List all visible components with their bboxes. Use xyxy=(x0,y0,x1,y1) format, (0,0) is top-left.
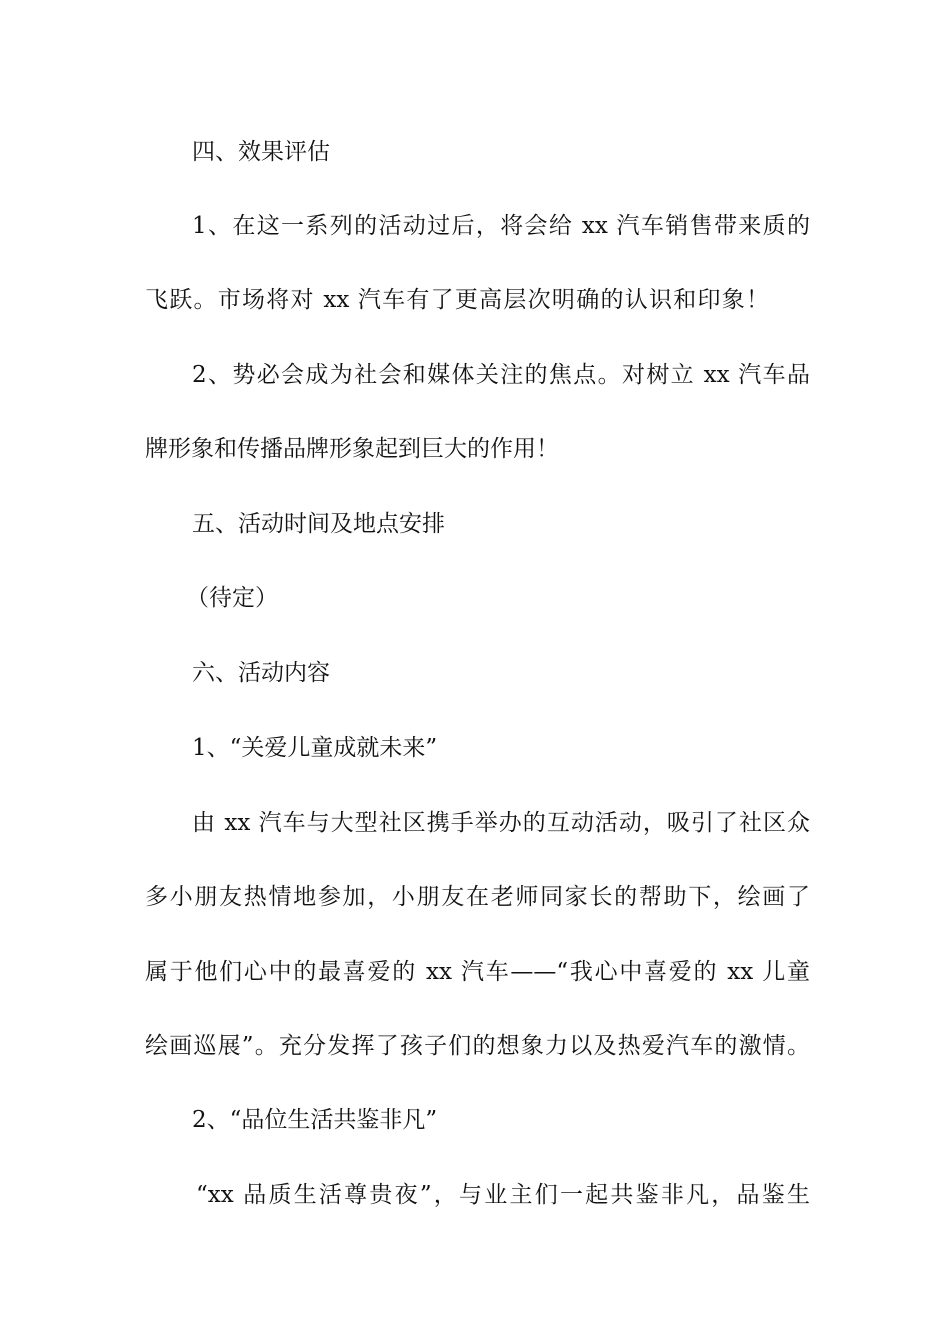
paragraph-line: 绘画巡展”。充分发挥了孩子们的想象力以及热爱汽车的激情。 xyxy=(145,1033,810,1059)
paragraph-line: 多小朋友热情地参加，小朋友在老师同家长的帮助下，绘画了 xyxy=(145,884,810,910)
paragraph-line: （待定） xyxy=(186,585,278,611)
paragraph-line: “xx 品质生活尊贵夜”，与业主们一起共鉴非凡，品鉴生 xyxy=(196,1182,810,1208)
heading-effect-evaluation: 四、效果评估 xyxy=(192,139,330,165)
heading-time-location: 五、活动时间及地点安排 xyxy=(192,511,445,537)
paragraph-line: 2、势必会成为社会和媒体关注的焦点。对树立 xx 汽车品 xyxy=(192,362,810,388)
paragraph-line: 由 xx 汽车与大型社区携手举办的互动活动，吸引了社区众 xyxy=(192,810,810,836)
subheading-care-children: 1、“关爱儿童成就未来” xyxy=(192,735,438,761)
heading-activity-content: 六、活动内容 xyxy=(192,660,330,686)
paragraph-line: 飞跃。市场将对 xx 汽车有了更高层次明确的认识和印象！ xyxy=(145,287,769,313)
paragraph-line: 1、在这一系列的活动过后，将会给 xx 汽车销售带来质的 xyxy=(192,213,810,239)
subheading-quality-life: 2、“品位生活共鉴非凡” xyxy=(192,1107,438,1133)
paragraph-line: 属于他们心中的最喜爱的 xx 汽车——“我心中喜爱的 xx 儿童 xyxy=(145,959,810,985)
paragraph-line: 牌形象和传播品牌形象起到巨大的作用！ xyxy=(145,436,559,462)
